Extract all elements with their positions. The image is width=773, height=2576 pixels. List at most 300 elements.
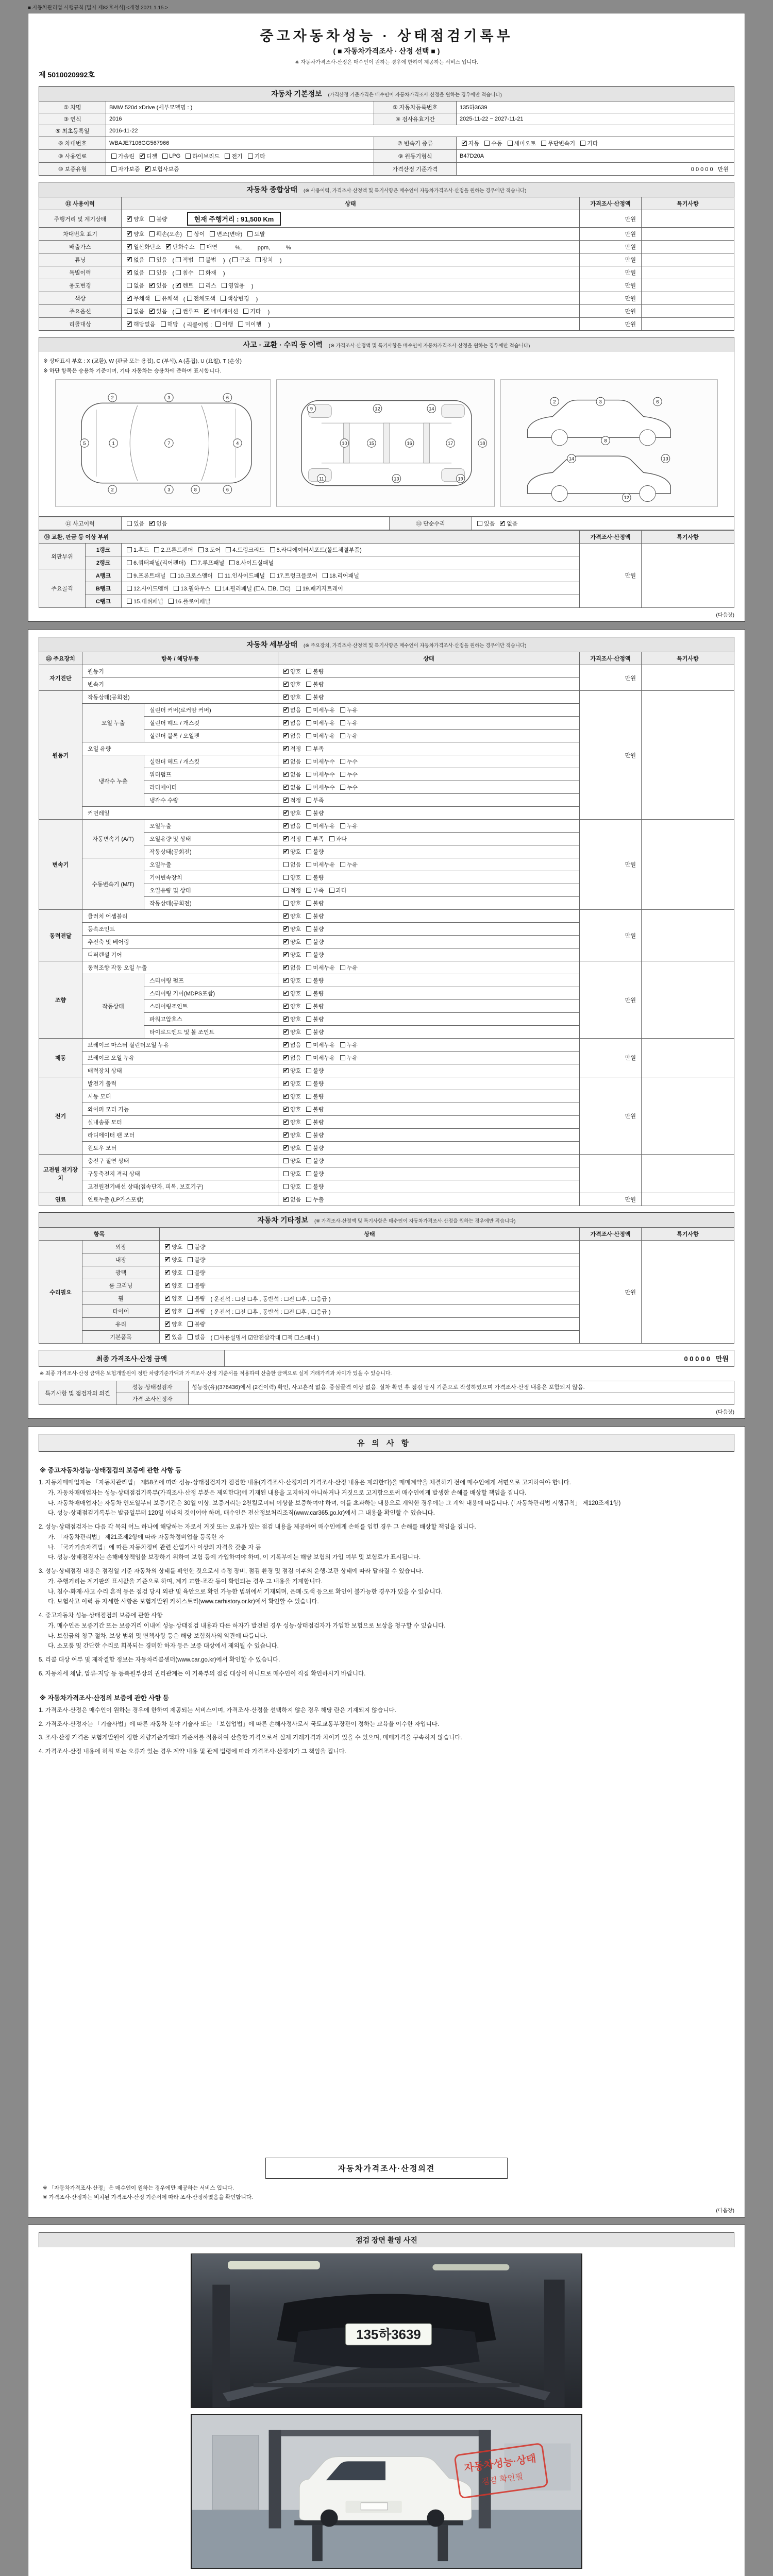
checkbox-침수[interactable] — [176, 268, 193, 277]
checkbox-17.트렁크플로어[interactable] — [270, 571, 317, 580]
checkbox-label: 미세누수 — [313, 772, 335, 778]
checkbox-양호[interactable] — [283, 925, 301, 933]
checkbox-전기[interactable] — [225, 152, 242, 160]
checkbox-2.프론트펜더[interactable] — [154, 546, 193, 554]
checkbox-label: 양호 — [290, 1094, 301, 1100]
checkbox-일산화탄소[interactable] — [127, 243, 161, 251]
checkbox-화재[interactable] — [199, 268, 216, 277]
checkbox-자동[interactable] — [462, 139, 479, 147]
checkbox-상이[interactable] — [187, 230, 205, 238]
checkbox-양호[interactable] — [283, 1118, 301, 1126]
rank-label: B랭크 — [86, 582, 122, 595]
checkbox-없음[interactable] — [149, 519, 167, 528]
checkbox-양호[interactable] — [165, 1320, 182, 1328]
checkbox-불량[interactable] — [306, 1170, 324, 1178]
checkbox-없음[interactable] — [283, 770, 301, 778]
checkbox-box — [225, 154, 230, 159]
price-cell: 만원 — [580, 228, 642, 241]
checkbox-적정[interactable] — [283, 886, 301, 894]
checkbox-7.루프패널[interactable] — [191, 558, 225, 567]
price-cell: 만원 — [580, 1193, 642, 1206]
checkbox-양호[interactable] — [283, 1144, 301, 1152]
etc-table-body — [39, 1241, 734, 1344]
checkbox-box — [340, 733, 345, 738]
checkbox-불량[interactable] — [306, 951, 324, 959]
checkbox-불량[interactable] — [306, 1182, 324, 1191]
checkbox-없음[interactable] — [283, 732, 301, 740]
checkbox-양호[interactable] — [283, 976, 301, 985]
checkbox-미세누수[interactable] — [306, 757, 335, 766]
checkbox-box — [248, 154, 253, 159]
rank-items — [122, 556, 580, 569]
checkbox-box — [283, 913, 289, 919]
checkbox-없음[interactable] — [283, 1041, 301, 1049]
checkbox-색상변경[interactable] — [221, 294, 249, 302]
checkbox-과다[interactable] — [329, 886, 347, 894]
checkbox-8.사이드실패널[interactable] — [229, 558, 274, 567]
checkbox-있음[interactable] — [149, 281, 167, 290]
checkbox-label: 적정 — [290, 836, 301, 842]
checkbox-부족[interactable] — [306, 886, 324, 894]
checkbox-미세누유[interactable] — [306, 860, 335, 869]
checkbox-불량[interactable] — [188, 1294, 205, 1302]
checkbox-13.휠하우스[interactable] — [174, 584, 210, 592]
checkbox-세미오토[interactable] — [508, 139, 536, 147]
checkbox-양호[interactable] — [283, 938, 301, 946]
checkbox-미세누유[interactable] — [306, 1054, 335, 1062]
checkbox-4.트렁크리드[interactable] — [226, 546, 264, 554]
checkbox-label: 누수 — [346, 772, 358, 778]
checkbox-14.필러패널 (☐A, ☐B, ☐C)[interactable] — [215, 584, 291, 592]
checkbox-기타[interactable] — [580, 139, 598, 147]
checkbox-label: 해당 — [167, 321, 178, 328]
checkbox-미세누유[interactable] — [306, 706, 335, 714]
section-summary-title: 자동차 종합상태 — [246, 185, 298, 194]
checkbox-미세누수[interactable] — [306, 770, 335, 778]
checkbox-무채색[interactable] — [127, 294, 150, 302]
price-cell: 만원 — [580, 691, 642, 820]
checkbox-불량[interactable] — [188, 1256, 205, 1264]
checkbox-양호[interactable] — [283, 951, 301, 959]
checkbox-하이브리드[interactable] — [186, 152, 220, 160]
checkbox-label: 없음 — [133, 309, 145, 315]
etc-row — [39, 1241, 734, 1253]
checkbox-없음[interactable] — [283, 1054, 301, 1062]
checkbox-리스[interactable] — [199, 281, 216, 290]
checkbox-양호[interactable] — [283, 1157, 301, 1165]
checkbox-label: 렌트 — [182, 283, 194, 289]
checkbox-label: 18.리어패널 — [329, 573, 359, 579]
notice-title-bar: 유의사항 — [39, 1434, 734, 1452]
checkbox-box — [306, 901, 311, 906]
checkbox-없음[interactable] — [283, 783, 301, 791]
checkbox-불량[interactable] — [306, 1157, 324, 1165]
checkbox-box — [154, 547, 159, 552]
column-header: ⑮ 주요장치 — [39, 652, 82, 665]
checkbox-LPG[interactable] — [162, 153, 180, 159]
checkbox-label: 불량 — [313, 1016, 324, 1023]
checkbox-있음[interactable] — [149, 256, 167, 264]
inspection-period-value: 2025-11-22 ~ 2027-11-21 — [457, 113, 734, 125]
checkbox-매연[interactable] — [200, 243, 217, 251]
checkbox-box — [283, 772, 289, 777]
checkbox-누유[interactable] — [340, 822, 358, 830]
checkbox-디젤[interactable] — [140, 152, 157, 160]
checkbox-네비게이션[interactable] — [204, 307, 238, 315]
checkbox-양호[interactable] — [283, 1092, 301, 1100]
part-number-text: 19 — [458, 476, 463, 482]
checkbox-불량[interactable] — [188, 1243, 205, 1251]
checkbox-불량[interactable] — [306, 1002, 324, 1010]
checkbox-1.후드[interactable] — [127, 546, 149, 554]
checkbox-양호[interactable] — [165, 1243, 182, 1251]
checkbox-불량[interactable] — [306, 848, 324, 856]
device-group-label: 연료 — [39, 1193, 82, 1206]
column-header: 특기사항 — [642, 531, 734, 544]
checkbox-box — [306, 694, 311, 700]
device-group-label: 제동 — [39, 1039, 82, 1077]
checkbox-양호[interactable] — [283, 680, 301, 688]
checkbox-label: 없음 — [290, 707, 301, 714]
checkbox-영업용[interactable] — [222, 281, 245, 290]
item-state — [278, 1155, 580, 1167]
checkbox-box — [306, 1055, 311, 1060]
part-number-text: 8 — [194, 487, 197, 493]
checkbox-적법[interactable] — [176, 256, 193, 264]
item-state — [278, 923, 580, 936]
checkbox-양호[interactable] — [283, 809, 301, 817]
accident-history-table — [39, 517, 734, 530]
rank-label: 1랭크 — [86, 544, 122, 556]
item-state — [278, 833, 580, 845]
checkbox-양호[interactable] — [283, 1028, 301, 1036]
checkbox-불량[interactable] — [188, 1281, 205, 1290]
checkbox-양호[interactable] — [283, 1066, 301, 1075]
checkbox-label: 세미오토 — [514, 141, 536, 147]
checkbox-불량[interactable] — [306, 667, 324, 675]
checkbox-양호[interactable] — [283, 667, 301, 675]
panel-group-label: 외판부위 — [39, 544, 86, 569]
item-name: 클러치 어셈블리 — [82, 910, 278, 923]
checkbox-미세누유[interactable] — [306, 822, 335, 830]
basic-row-2 — [39, 113, 734, 125]
checkbox-없음[interactable] — [283, 963, 301, 972]
checkbox-전체도색[interactable] — [187, 294, 216, 302]
checkbox-box — [283, 1016, 289, 1022]
checkbox-없음[interactable] — [283, 860, 301, 869]
checkbox-box — [149, 231, 155, 236]
checkbox-썬루프[interactable] — [176, 307, 199, 315]
checkbox-누수[interactable] — [340, 783, 358, 791]
checkbox-미세누유[interactable] — [306, 963, 335, 972]
checkbox-label: 구조 — [239, 257, 250, 263]
item-name: 오일유량 및 상태 — [144, 833, 278, 845]
checkbox-label: 없음 — [290, 720, 301, 726]
basic-info-table — [39, 101, 734, 176]
checkbox-3.도어[interactable] — [198, 546, 221, 554]
checkbox-불량[interactable] — [306, 1105, 324, 1113]
column-header: 가격조사·산정액 — [580, 652, 642, 665]
checkbox-label: 매연 — [206, 244, 217, 250]
price-cell: 만원 — [580, 292, 642, 305]
checkbox-훼손(오손)[interactable] — [149, 230, 182, 238]
checkbox-렌트[interactable] — [176, 281, 193, 290]
checkbox-적정[interactable] — [283, 835, 301, 843]
checkbox-box — [256, 257, 261, 262]
checkbox-불량[interactable] — [306, 912, 324, 920]
checkbox-미이행[interactable] — [238, 320, 261, 328]
checkbox-불량[interactable] — [306, 938, 324, 946]
checkbox-label: 누유 — [346, 823, 358, 829]
checkbox-없음[interactable] — [127, 307, 144, 315]
checkbox-불량[interactable] — [188, 1307, 205, 1315]
checkbox-양호[interactable] — [283, 1015, 301, 1023]
item-name: 실린더 헤드 / 개스킷 — [144, 755, 278, 768]
checkbox-불량[interactable] — [306, 809, 324, 817]
option-group: ( 전체도색 색상변경 ) — [183, 296, 258, 302]
checkbox-불량[interactable] — [306, 925, 324, 933]
checkbox-유채색[interactable] — [155, 294, 178, 302]
checkbox-양호[interactable] — [165, 1281, 182, 1290]
checkbox-양호[interactable] — [127, 215, 144, 223]
checkbox-기타[interactable] — [243, 307, 261, 315]
checkbox-없음[interactable] — [283, 757, 301, 766]
detail-row — [39, 1039, 734, 1052]
checkbox-불량[interactable] — [306, 680, 324, 688]
checkbox-label: 불량 — [313, 952, 324, 958]
checkbox-누유[interactable] — [340, 963, 358, 972]
checkbox-양호[interactable] — [165, 1256, 182, 1264]
checkbox-불량[interactable] — [306, 1079, 324, 1088]
checkbox-label: 19.패키지트레이 — [302, 586, 343, 592]
checkbox-양호[interactable] — [165, 1268, 182, 1277]
checkbox-양호[interactable] — [127, 230, 144, 238]
checkbox-label: 불량 — [194, 1283, 206, 1289]
basic-row-6 — [39, 163, 734, 176]
checkbox-15.대쉬패널[interactable] — [127, 597, 163, 605]
item-name: 배력장치 상태 — [82, 1064, 278, 1077]
checkbox-해당없음[interactable] — [127, 320, 156, 328]
checkbox-label: 없음 — [290, 1042, 301, 1048]
checkbox-있음[interactable] — [165, 1333, 182, 1341]
checkbox-해당[interactable] — [161, 320, 178, 328]
checkbox-있음[interactable] — [149, 307, 167, 315]
option-group: ( ✔ 렌트 리스 영업용 ) — [173, 283, 254, 290]
checkbox-label: 불량 — [313, 849, 324, 855]
checkbox-양호[interactable] — [283, 1170, 301, 1178]
checkbox-양호[interactable] — [283, 1105, 301, 1113]
checkbox-없음[interactable] — [188, 1333, 205, 1341]
checkbox-탄화수소[interactable] — [166, 243, 195, 251]
checkbox-누유[interactable] — [340, 1041, 358, 1049]
note-cell — [642, 318, 734, 331]
diagram-basis-legend: ※ 하단 항목은 승용차 기준이며, 기타 자동차는 승용차에 준하여 표시합니다. — [43, 368, 222, 374]
checkbox-box — [149, 521, 155, 526]
checkbox-양호[interactable] — [283, 1182, 301, 1191]
etc-item-label: 룸 크리닝 — [82, 1279, 160, 1292]
checkbox-label: 없음 — [507, 521, 518, 527]
checkbox-수동[interactable] — [484, 139, 502, 147]
checkbox-불량[interactable] — [306, 1015, 324, 1023]
checkbox-box — [306, 939, 311, 944]
checkbox-적정[interactable] — [283, 744, 301, 753]
device-group-label: 전기 — [39, 1077, 82, 1155]
checkbox-미세누유[interactable] — [306, 732, 335, 740]
checkbox-자가보증[interactable] — [111, 165, 140, 173]
notice-line: 다. 소모품 및 간단한 수리로 회복되는 경미한 하자 등은 보증 대상에서 제외될 수 있습니다. — [48, 1643, 279, 1650]
checkbox-box — [176, 257, 181, 262]
checkbox-box — [165, 1296, 170, 1301]
price-cell: 만원 — [580, 910, 642, 961]
checkbox-양호[interactable] — [283, 1079, 301, 1088]
checkbox-label: 8.사이드실패널 — [236, 560, 274, 566]
checkbox-누유[interactable] — [340, 1054, 358, 1062]
checkbox-구조[interactable] — [232, 256, 250, 264]
checkbox-미세누유[interactable] — [306, 719, 335, 727]
checkbox-불량[interactable] — [188, 1320, 205, 1328]
checkbox-있음[interactable] — [477, 519, 495, 528]
checkbox-불량[interactable] — [306, 1144, 324, 1152]
note-cell — [642, 1193, 734, 1206]
checkbox-5.라디에이터서포트(볼트체결부품)[interactable] — [270, 546, 362, 554]
checkbox-label: 과다 — [335, 888, 347, 894]
checkbox-label: 불량 — [313, 694, 324, 701]
transmission-options — [457, 137, 734, 150]
checkbox-label: 양호 — [290, 1016, 301, 1023]
checkbox-불량[interactable] — [306, 1092, 324, 1100]
checkbox-양호[interactable] — [165, 1294, 182, 1302]
checkbox-누출[interactable] — [306, 1195, 324, 1204]
checkbox-없음[interactable] — [283, 1195, 301, 1204]
checkbox-양호[interactable] — [283, 912, 301, 920]
item-state — [278, 820, 580, 833]
checkbox-부족[interactable] — [306, 796, 324, 804]
checkbox-9.프론트패널[interactable] — [127, 571, 165, 580]
checkbox-양호[interactable] — [283, 989, 301, 997]
warranty-type-label: ⑩ 보증유형 — [39, 163, 106, 176]
etc-extra-options: ( 운전석 : ☐전 ☐후 , 동반석 : ☐전 ☐후 , ☐응급 ) — [210, 1296, 331, 1302]
checkbox-없음[interactable] — [127, 256, 144, 264]
checkbox-불량[interactable] — [149, 215, 167, 223]
checkbox-box — [306, 965, 311, 970]
checkbox-box — [306, 798, 311, 803]
device-group-label: 고전원 전기장치 — [39, 1155, 82, 1193]
form-reference-note: ■ 자동차관리법 시행규칙 [별지 제82호서식] <개정 2021.1.15.> — [28, 5, 169, 11]
checkbox-불량[interactable] — [306, 1066, 324, 1075]
checkbox-없음[interactable] — [127, 281, 144, 290]
checkbox-이행[interactable] — [215, 320, 233, 328]
checkbox-부족[interactable] — [306, 744, 324, 753]
checkbox-보험사보증[interactable] — [145, 165, 179, 173]
checkbox-불량[interactable] — [306, 873, 324, 882]
checkbox-box — [283, 1132, 289, 1138]
checkbox-불량[interactable] — [306, 899, 324, 907]
checkbox-12.사이드멤버[interactable] — [127, 584, 169, 592]
checkbox-양호[interactable] — [283, 1002, 301, 1010]
device-group-label: 원동기 — [39, 691, 82, 820]
checkbox-불량[interactable] — [188, 1268, 205, 1277]
checkbox-미세누수[interactable] — [306, 783, 335, 791]
checkbox-불량[interactable] — [306, 693, 324, 701]
checkbox-불량[interactable] — [306, 1118, 324, 1126]
checkbox-label: 미세누유 — [313, 965, 335, 971]
checkbox-6.쿼터패널(리어펜더)[interactable] — [127, 558, 186, 567]
checkbox-18.리어패널[interactable] — [323, 571, 359, 580]
etc-item-label: 타이어 — [82, 1305, 160, 1318]
checkbox-label: 적정 — [290, 798, 301, 804]
vin-value: WBAJE7106GG567966 — [106, 137, 374, 150]
checkbox-장치[interactable] — [256, 256, 273, 264]
checkbox-box — [283, 836, 289, 841]
item-state — [278, 755, 580, 768]
ceiling-light — [228, 2261, 320, 2269]
checkbox-불량[interactable] — [306, 989, 324, 997]
checkbox-부족[interactable] — [306, 835, 324, 843]
measurement-blanks: %, ppm, % — [222, 245, 291, 251]
checkbox-없음[interactable] — [127, 268, 144, 277]
checkbox-label: 보험사보증 — [152, 166, 179, 173]
checkbox-누유[interactable] — [340, 706, 358, 714]
price-opinion-box: 자동차가격조사·산정의견 — [265, 2158, 508, 2179]
checkbox-양호[interactable] — [283, 899, 301, 907]
checkbox-10.크로스멤버[interactable] — [171, 571, 212, 580]
checkbox-없음[interactable] — [283, 719, 301, 727]
checkbox-양호[interactable] — [283, 848, 301, 856]
checkbox-양호[interactable] — [165, 1307, 182, 1315]
checkbox-무단변속기[interactable] — [541, 139, 575, 147]
checkbox-box — [127, 231, 132, 236]
checkbox-누수[interactable] — [340, 757, 358, 766]
checkbox-적정[interactable] — [283, 796, 301, 804]
checkbox-16.플로어패널[interactable] — [169, 597, 210, 605]
part-number-text: 12 — [375, 406, 380, 412]
checkbox-누수[interactable] — [340, 770, 358, 778]
checkbox-있음[interactable] — [149, 268, 167, 277]
detail-table-body — [39, 665, 734, 1206]
etc-item-label: 내장 — [82, 1253, 160, 1266]
checkbox-없음[interactable] — [283, 706, 301, 714]
checkbox-불법[interactable] — [199, 256, 216, 264]
checkbox-19.패키지트레이[interactable] — [296, 584, 343, 592]
checkbox-도말[interactable] — [247, 230, 265, 238]
checkbox-양호[interactable] — [283, 1131, 301, 1139]
checkbox-없음[interactable] — [283, 822, 301, 830]
checkbox-11.인사이드패널[interactable] — [218, 571, 265, 580]
checkbox-불량[interactable] — [306, 976, 324, 985]
checkbox-불량[interactable] — [306, 1028, 324, 1036]
checkbox-양호[interactable] — [283, 873, 301, 882]
checkbox-label: 양호 — [290, 1145, 301, 1151]
exchange-rank-body — [39, 544, 734, 608]
item-state — [278, 794, 580, 807]
checkbox-있음[interactable] — [127, 519, 144, 528]
checkbox-누유[interactable] — [340, 860, 358, 869]
checkbox-label: 누출 — [313, 1197, 324, 1203]
checkbox-가솔린[interactable] — [111, 152, 135, 160]
detail-row — [39, 961, 734, 974]
checkbox-양호[interactable] — [283, 693, 301, 701]
checkbox-없음[interactable] — [500, 519, 517, 528]
checkbox-기타[interactable] — [248, 152, 265, 160]
checkbox-누유[interactable] — [340, 719, 358, 727]
checkbox-누유[interactable] — [340, 732, 358, 740]
inspection-period-label: ④ 검사유효기간 — [374, 113, 457, 125]
checkbox-과다[interactable] — [329, 835, 347, 843]
checkbox-불량[interactable] — [306, 1131, 324, 1139]
checkbox-미세누유[interactable] — [306, 1041, 335, 1049]
checkbox-label: 없음 — [133, 283, 145, 289]
checkbox-변조(변타)[interactable] — [210, 230, 242, 238]
